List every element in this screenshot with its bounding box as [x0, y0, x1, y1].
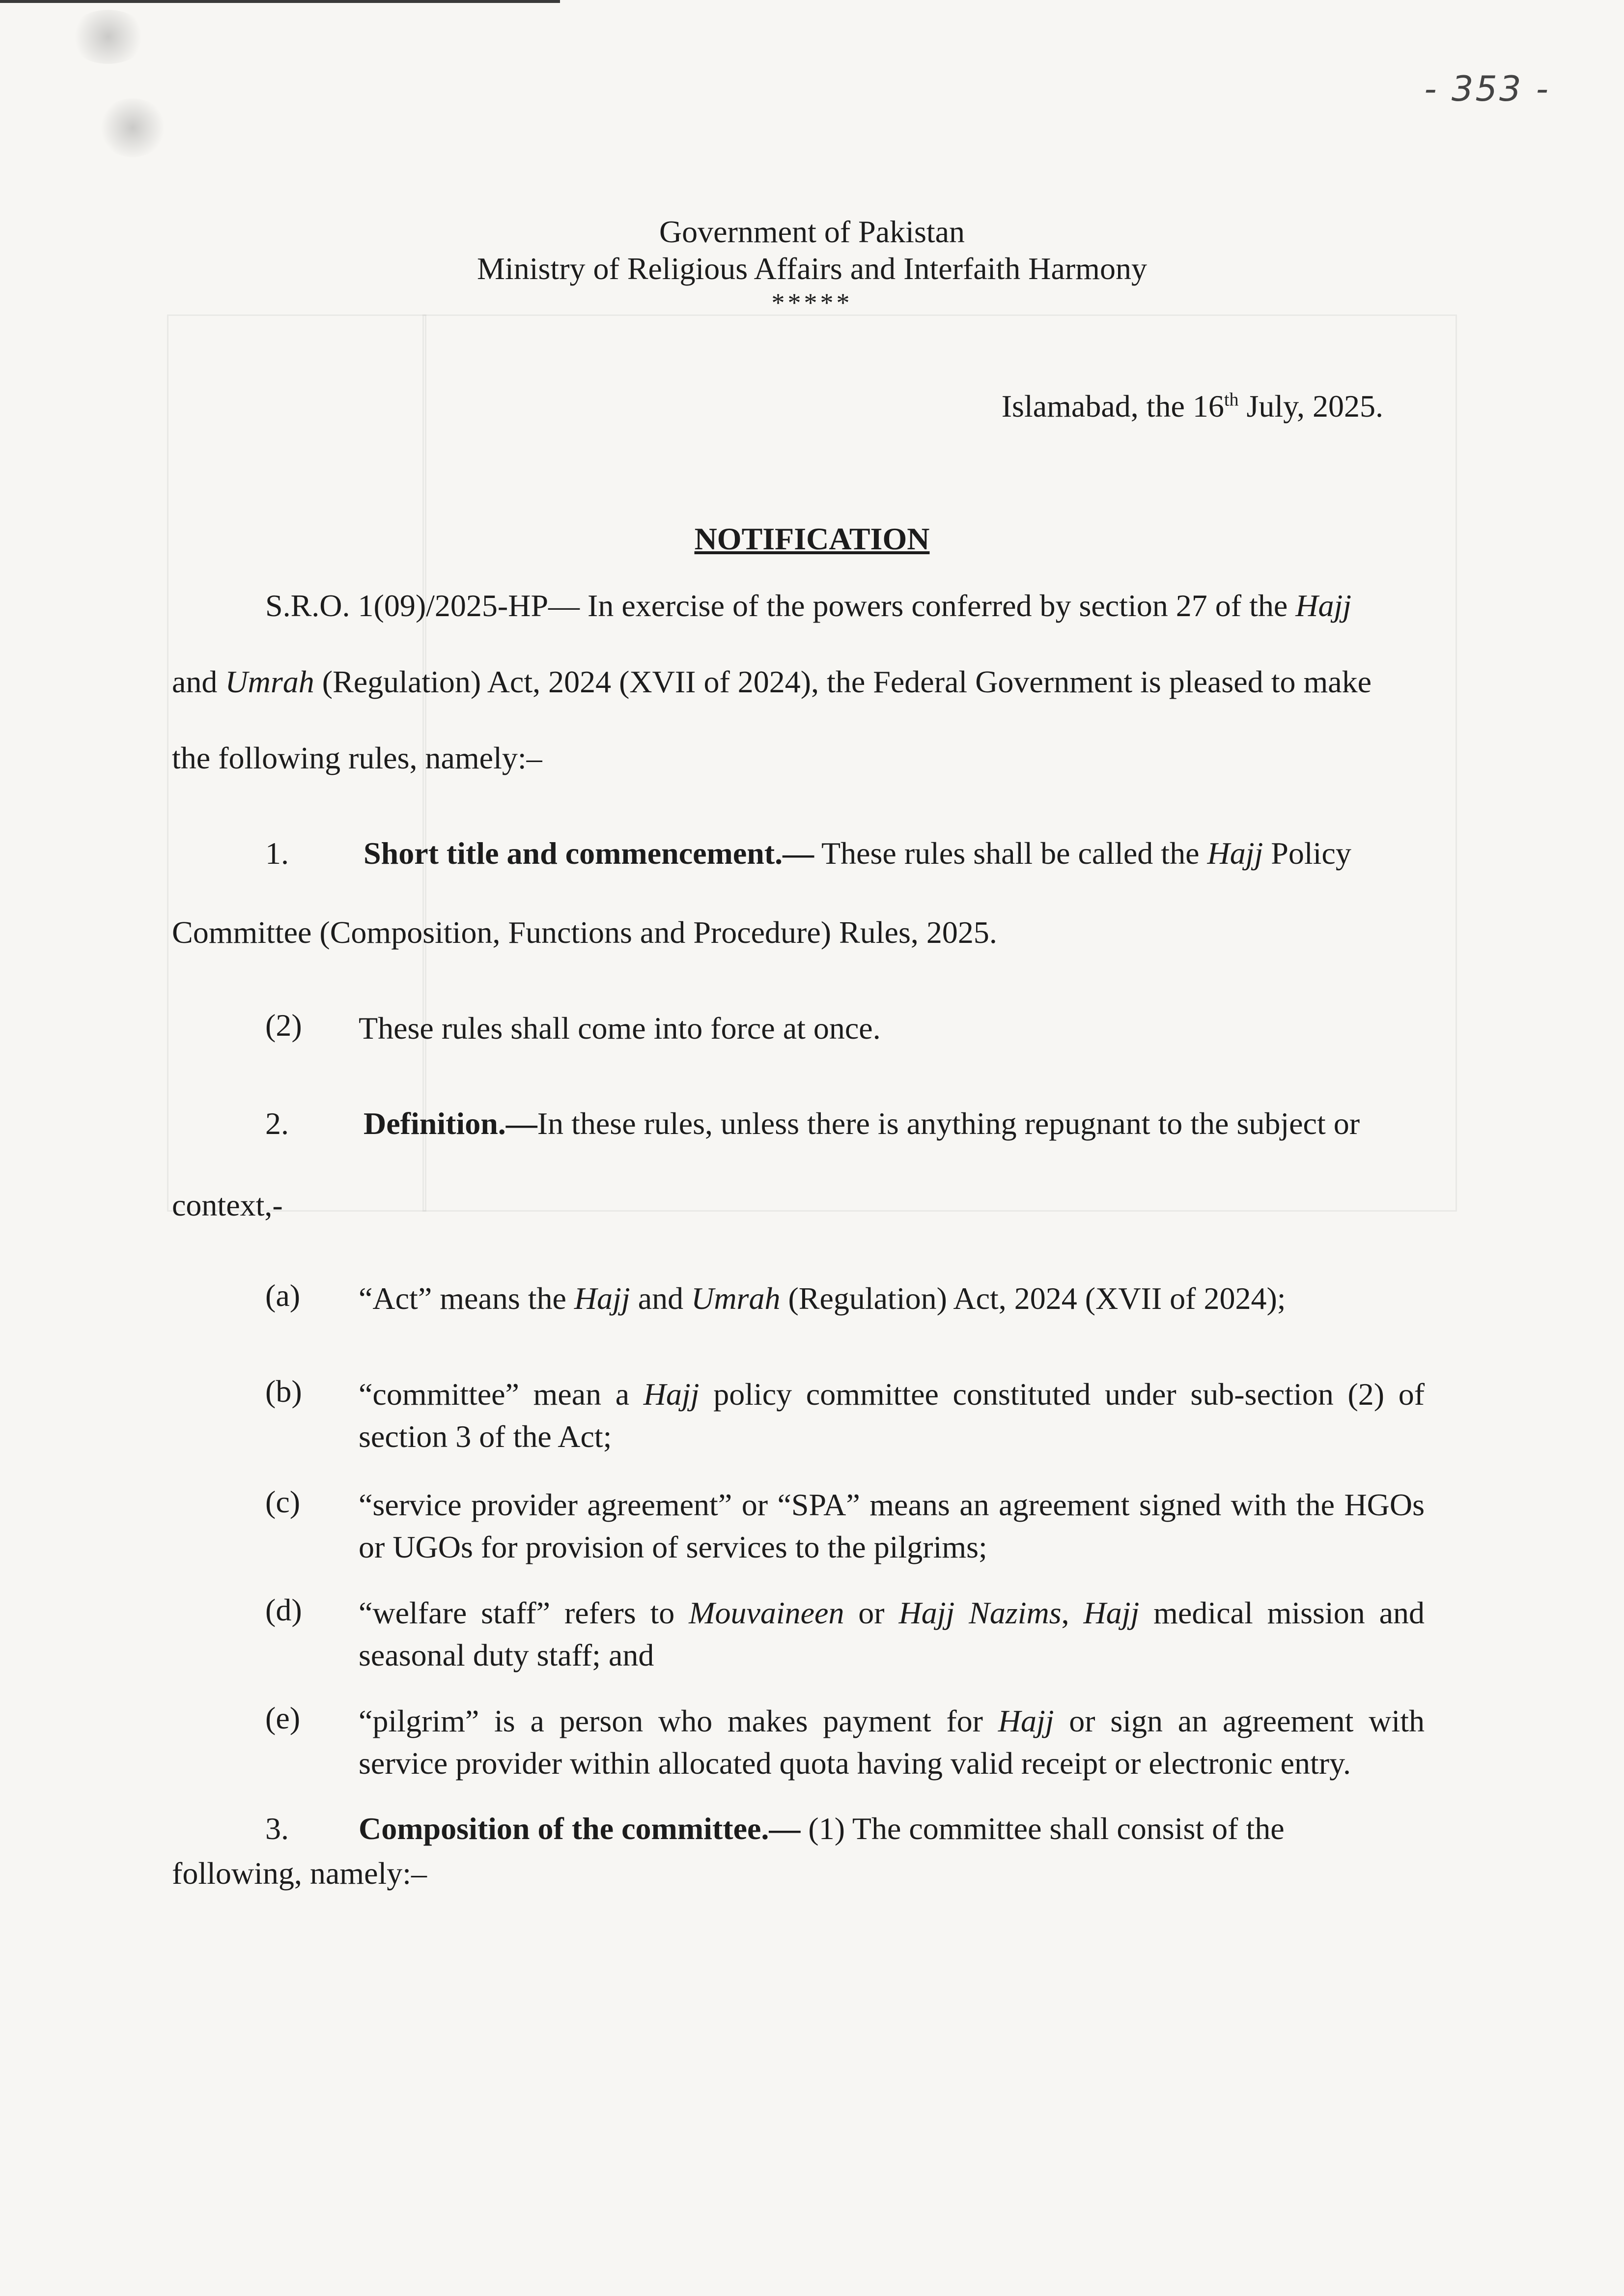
dateline-sup: th — [1224, 389, 1239, 410]
rule-1-italic: Hajj — [1207, 836, 1263, 871]
header-government: Government of Pakistan — [659, 214, 965, 249]
definition-d-label: (d) — [265, 1592, 302, 1627]
rule-2-number: 2. — [265, 1106, 289, 1141]
def-text: policy committee constituted under sub-section (2) of section 3 of the Act; — [359, 1377, 1425, 1454]
definition-c-text: “service provider agreement” or “SPA” means an agreement signed with the HGOs or UGOs for provision of services to the pilgrims; — [359, 1487, 1425, 1565]
def-text: “committee” mean a — [359, 1377, 644, 1412]
definition-b-text — [359, 1373, 1425, 1458]
rule-1-line-2: Committee (Composition, Functions and Procedure) Rules, 2025. — [172, 915, 997, 950]
rule-2-line-1 — [364, 1105, 1444, 1142]
scan-smudge — [98, 98, 167, 157]
definition-e-label: (e) — [265, 1701, 301, 1735]
intro-text: (Regulation) Act, 2024 (XVII of 2024), the Federal Government is pleased to make — [314, 664, 1372, 699]
def-italic: Hajj Nazims — [898, 1595, 1062, 1630]
intro-text: S.R.O. 1(09)/2025-HP— In exercise of the powers conferred by section 27 of the — [265, 588, 1296, 623]
def-text: “pilgrim” is a person who makes payment for — [359, 1703, 998, 1738]
rule-1-heading: Short title and commencement.— — [364, 836, 814, 871]
rule-1-line-1 — [364, 835, 1444, 872]
rule-1-number: 1. — [265, 836, 289, 871]
intro-line-2 — [172, 663, 1449, 701]
rule-3-line-1 — [359, 1811, 1429, 1847]
def-text: (Regulation) Act, 2024 (XVII of 2024); — [780, 1281, 1286, 1316]
def-text: “welfare staff” refers to — [359, 1595, 689, 1630]
intro-text: and — [172, 664, 225, 699]
def-text: or — [844, 1595, 899, 1630]
def-text: , — [1061, 1595, 1084, 1630]
notification-title: NOTIFICATION — [694, 521, 930, 556]
intro-line-3: the following rules, namely:– — [172, 740, 542, 775]
dateline-prefix: Islamabad, the 16 — [1001, 389, 1224, 424]
definition-b-label: (b) — [265, 1374, 302, 1409]
definition-a-label: (a) — [265, 1278, 301, 1313]
rule-1-text: Policy — [1263, 836, 1351, 871]
def-text: medical mission and seasonal duty staff; and — [359, 1595, 1425, 1673]
def-italic: Hajj — [574, 1281, 630, 1316]
def-italic: Hajj — [998, 1703, 1054, 1738]
rule-2-heading: Definition.— — [364, 1106, 537, 1141]
page-number: - 353 - — [1424, 69, 1550, 109]
definition-a-text — [359, 1277, 1425, 1320]
header-stars: ***** — [771, 288, 853, 317]
definition-d-text — [359, 1592, 1425, 1677]
def-italic: Hajj — [1083, 1595, 1140, 1630]
scan-smudge — [69, 10, 147, 64]
definition-e-text — [359, 1700, 1425, 1785]
header-ministry: Ministry of Religious Affairs and Interfaith Harmony — [477, 251, 1147, 286]
scan-edge-line — [0, 0, 560, 3]
intro-italic: Umrah — [225, 664, 314, 699]
def-italic: Mouvaineen — [689, 1595, 844, 1630]
def-text: “Act” means the — [359, 1281, 574, 1316]
rule-1-sub-label: (2) — [265, 1008, 302, 1043]
rule-1-text: These rules shall be called the — [814, 836, 1207, 871]
rule-3-text: (1) The committee shall consist of the — [800, 1811, 1285, 1846]
dateline-suffix: July, 2025. — [1238, 389, 1383, 424]
rule-3-line-2: following, namely:– — [172, 1856, 427, 1891]
def-italic: Hajj — [643, 1377, 700, 1412]
rule-3-number: 3. — [265, 1811, 289, 1846]
rule-1-sub-text: These rules shall come into force at once. — [359, 1011, 881, 1046]
def-italic: Umrah — [691, 1281, 781, 1316]
intro-line-1 — [172, 587, 1449, 625]
intro-italic: Hajj — [1295, 588, 1352, 623]
dateline — [1002, 388, 1383, 425]
def-text: or sign an agreement with service provider within allocated quota having valid receipt or electronic entry. — [359, 1703, 1425, 1781]
rule-2-text: In these rules, unless there is anything repugnant to the subject or — [537, 1106, 1360, 1141]
def-text: and — [630, 1281, 692, 1316]
rule-3-heading: Composition of the committee.— — [359, 1811, 801, 1846]
definition-c-label: (c) — [265, 1484, 301, 1519]
rule-2-line-2: context,- — [172, 1188, 283, 1222]
